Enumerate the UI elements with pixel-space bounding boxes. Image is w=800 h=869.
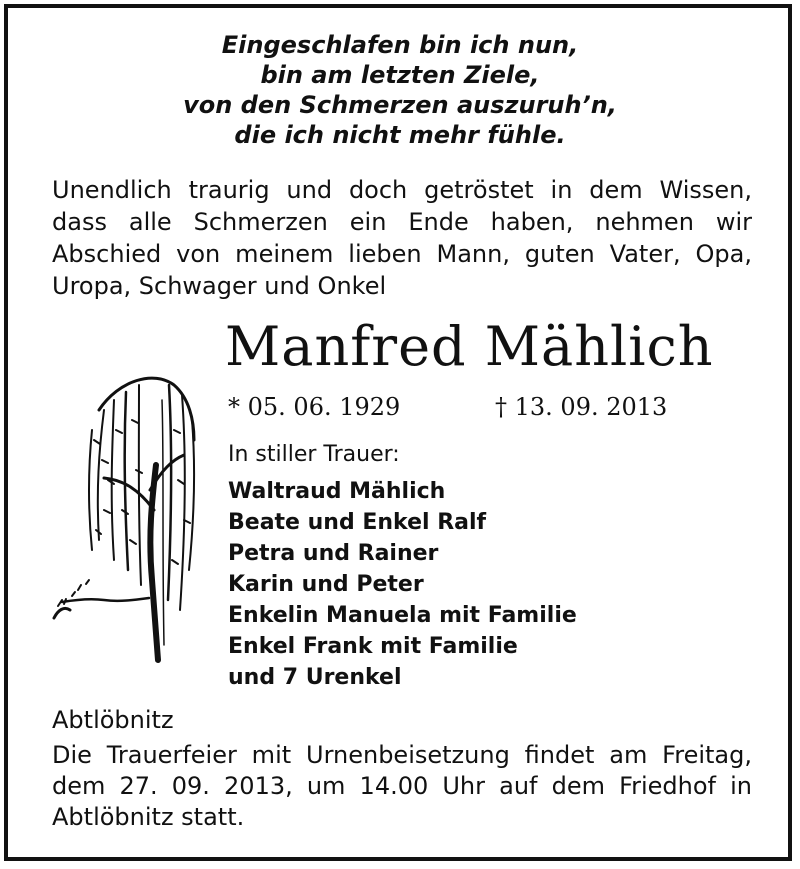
poem — [0, 30, 800, 150]
poem-line: die ich nicht mehr fühle. — [234, 121, 566, 149]
list-item: Enkel Frank mit Familie — [228, 634, 518, 659]
mourners-list — [228, 476, 577, 693]
list-item: Waltraud Mählich — [228, 479, 446, 504]
list-item: Enkelin Manuela mit Familie — [228, 603, 577, 628]
intro-text — [52, 174, 752, 302]
poem-line: Eingeschlafen bin ich nun, — [221, 31, 579, 59]
poem-line: von den Schmerzen auszuruh’n, — [183, 91, 617, 119]
funeral-notice — [52, 740, 752, 833]
notice-line: Abtlöbnitz statt. — [52, 803, 245, 831]
intro-line: Unendlich traurig und doch getröstet in dem Wissen, — [52, 176, 752, 204]
list-item: Karin und Peter — [228, 572, 424, 597]
deceased-name: Manfred Mählich — [225, 315, 714, 378]
place-name: Abtlöbnitz — [52, 706, 174, 734]
mourning-intro: In stiller Trauer: — [228, 442, 400, 467]
intro-line: dass alle Schmerzen ein Ende haben, nehmen wir — [52, 208, 752, 236]
list-item: und 7 Urenkel — [228, 665, 402, 690]
poem-line: bin am letzten Ziele, — [260, 61, 540, 89]
intro-line: Uropa, Schwager und Onkel — [52, 272, 387, 300]
notice-line: Die Trauerfeier mit Urnenbeisetzung findet am Freitag, — [52, 741, 752, 769]
list-item: Petra und Rainer — [228, 541, 439, 566]
weeping-willow-icon — [44, 370, 204, 670]
death-date: † 13. 09. 2013 — [495, 393, 668, 421]
list-item: Beate und Enkel Ralf — [228, 510, 487, 535]
notice-line: dem 27. 09. 2013, um 14.00 Uhr auf dem Friedhof in — [52, 772, 752, 800]
intro-line: Abschied von meinem lieben Mann, guten Vater, Opa, — [52, 240, 752, 268]
birth-date: * 05. 06. 1929 — [228, 393, 401, 421]
